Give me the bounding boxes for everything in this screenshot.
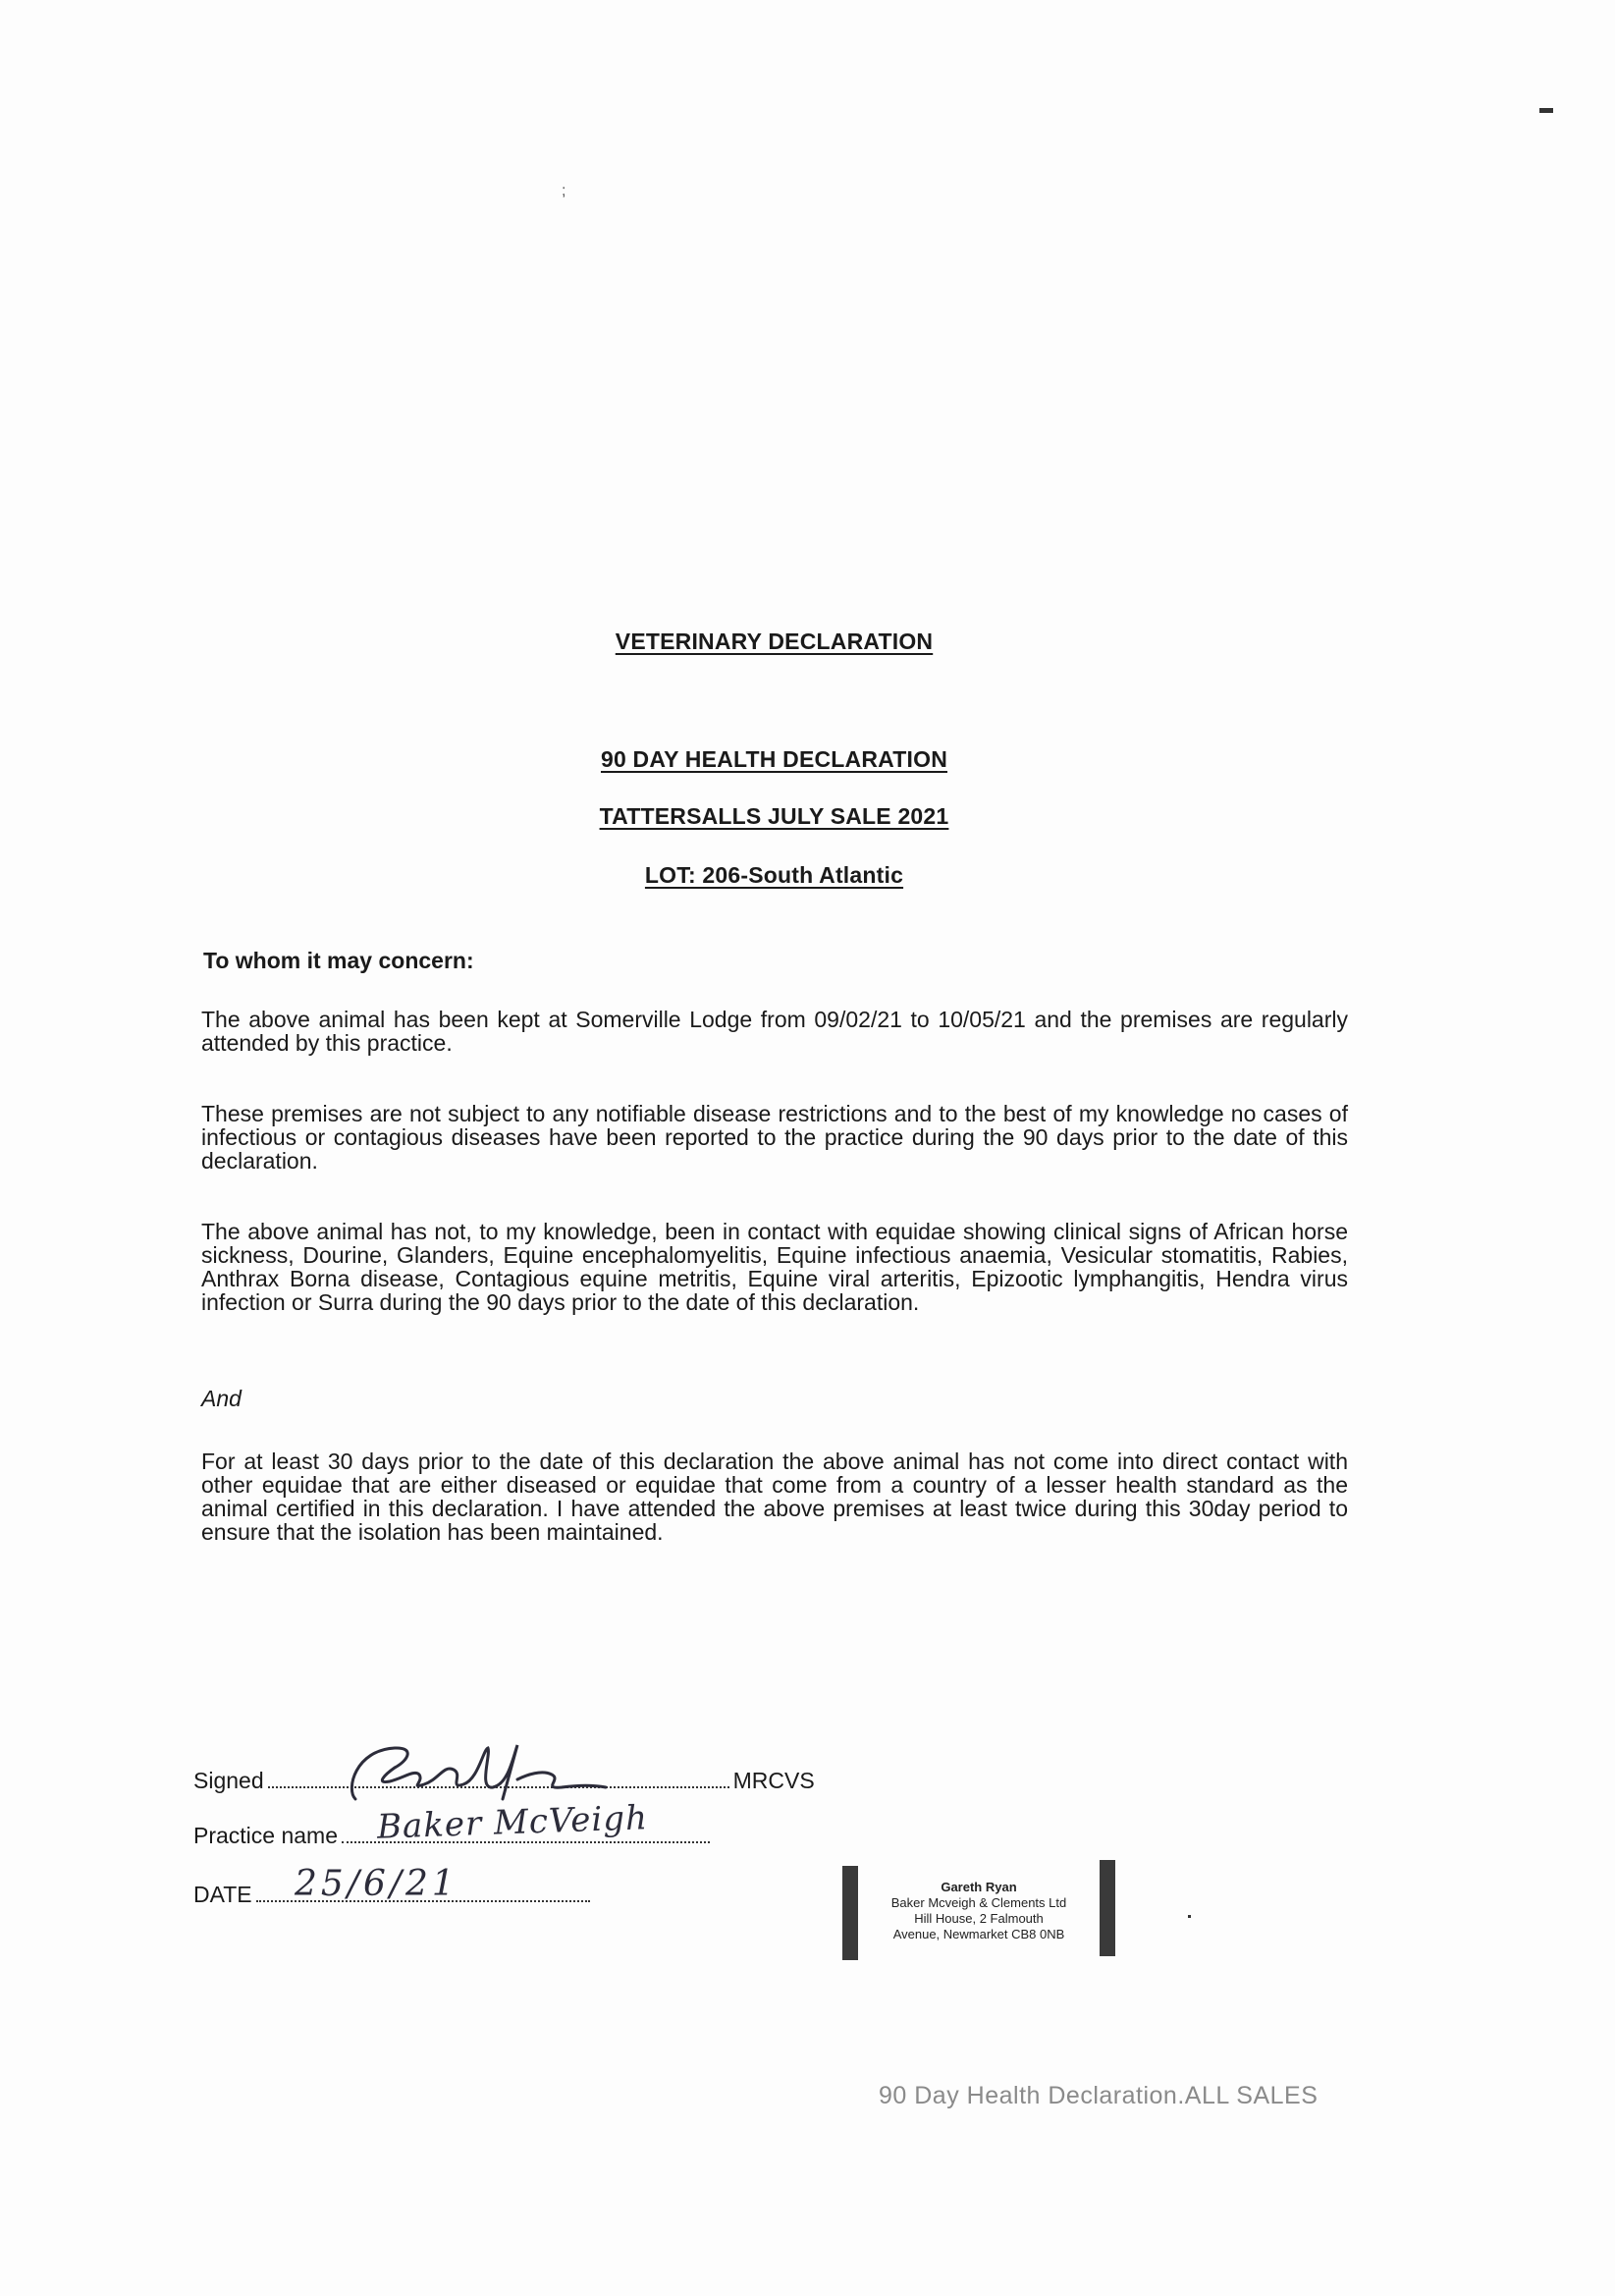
lot-number: LOT: 206-South Atlantic: [644, 862, 904, 888]
scan-speck: [1539, 108, 1553, 113]
handwritten-date: 25/6/21: [295, 1864, 458, 1904]
scan-mark: ;: [562, 183, 566, 199]
document-subtitle: 90 DAY HEALTH DECLARATION: [600, 746, 948, 772]
stamp-bar-right: [1100, 1860, 1115, 1956]
date-label: DATE: [193, 1882, 252, 1907]
stamp-text: [860, 1880, 1098, 1942]
document-title: VETERINARY DECLARATION: [615, 629, 934, 654]
footer-filename: 90 Day Health Declaration.ALL SALES: [879, 2082, 1319, 2109]
and-word: And: [201, 1386, 242, 1411]
paragraph-diseases: The above animal has not, to my knowledge, been in contact with equidae showing clinical signs of African horse sickness, Dourine, Glanders, Equine encephalomyelitis, Equine infectious anaemia, Vesicular stomatitis, Rabies, Anthrax Borna disease, Contagious equine metritis, Equine viral arteritis, Epizootic lymphangitis, Hendra virus infection or Surra during the 90 days prior to the date of this declaration.: [201, 1219, 1348, 1315]
stamp-address-line1: Hill House, 2 Falmouth: [914, 1911, 1044, 1926]
paragraph-restrictions: These premises are not subject to any notifiable disease restrictions and to the best of my knowledge no cases of infectious or contagious diseases have been reported to the practice during the 90 days prior to the date of this declaration.: [201, 1101, 1348, 1174]
signed-label: Signed: [193, 1768, 264, 1793]
practice-stamp: [842, 1866, 1115, 1960]
salutation: To whom it may concern:: [203, 948, 474, 973]
stamp-company: Baker Mcveigh & Clements Ltd: [890, 1895, 1067, 1910]
stamp-vet-name: Gareth Ryan: [941, 1880, 1017, 1894]
paragraph-isolation: For at least 30 days prior to the date of this declaration the above animal has not come into direct contact with other equidae that are either diseased or equidae that come from a country of a lesser health standard as the animal certified in this declaration. I have attended the above premises at least twice during this 30day period to ensure that the isolation has been maintained.: [201, 1449, 1348, 1545]
stamp-address-line2: Avenue, Newmarket CB8 0NB: [892, 1927, 1065, 1941]
paragraph-premises: The above animal has been kept at Somerville Lodge from 09/02/21 to 10/05/21 and the premises are regularly attended by this practice.: [201, 1007, 1348, 1056]
stamp-bar-left: [842, 1866, 858, 1960]
handwritten-practice-name: Baker McVeigh: [376, 1798, 649, 1847]
scan-speck: [1188, 1915, 1191, 1918]
sale-name: TATTERSALLS JULY SALE 2021: [599, 803, 949, 829]
practice-label: Practice name: [193, 1823, 339, 1848]
signed-suffix: MRCVS: [732, 1768, 815, 1793]
